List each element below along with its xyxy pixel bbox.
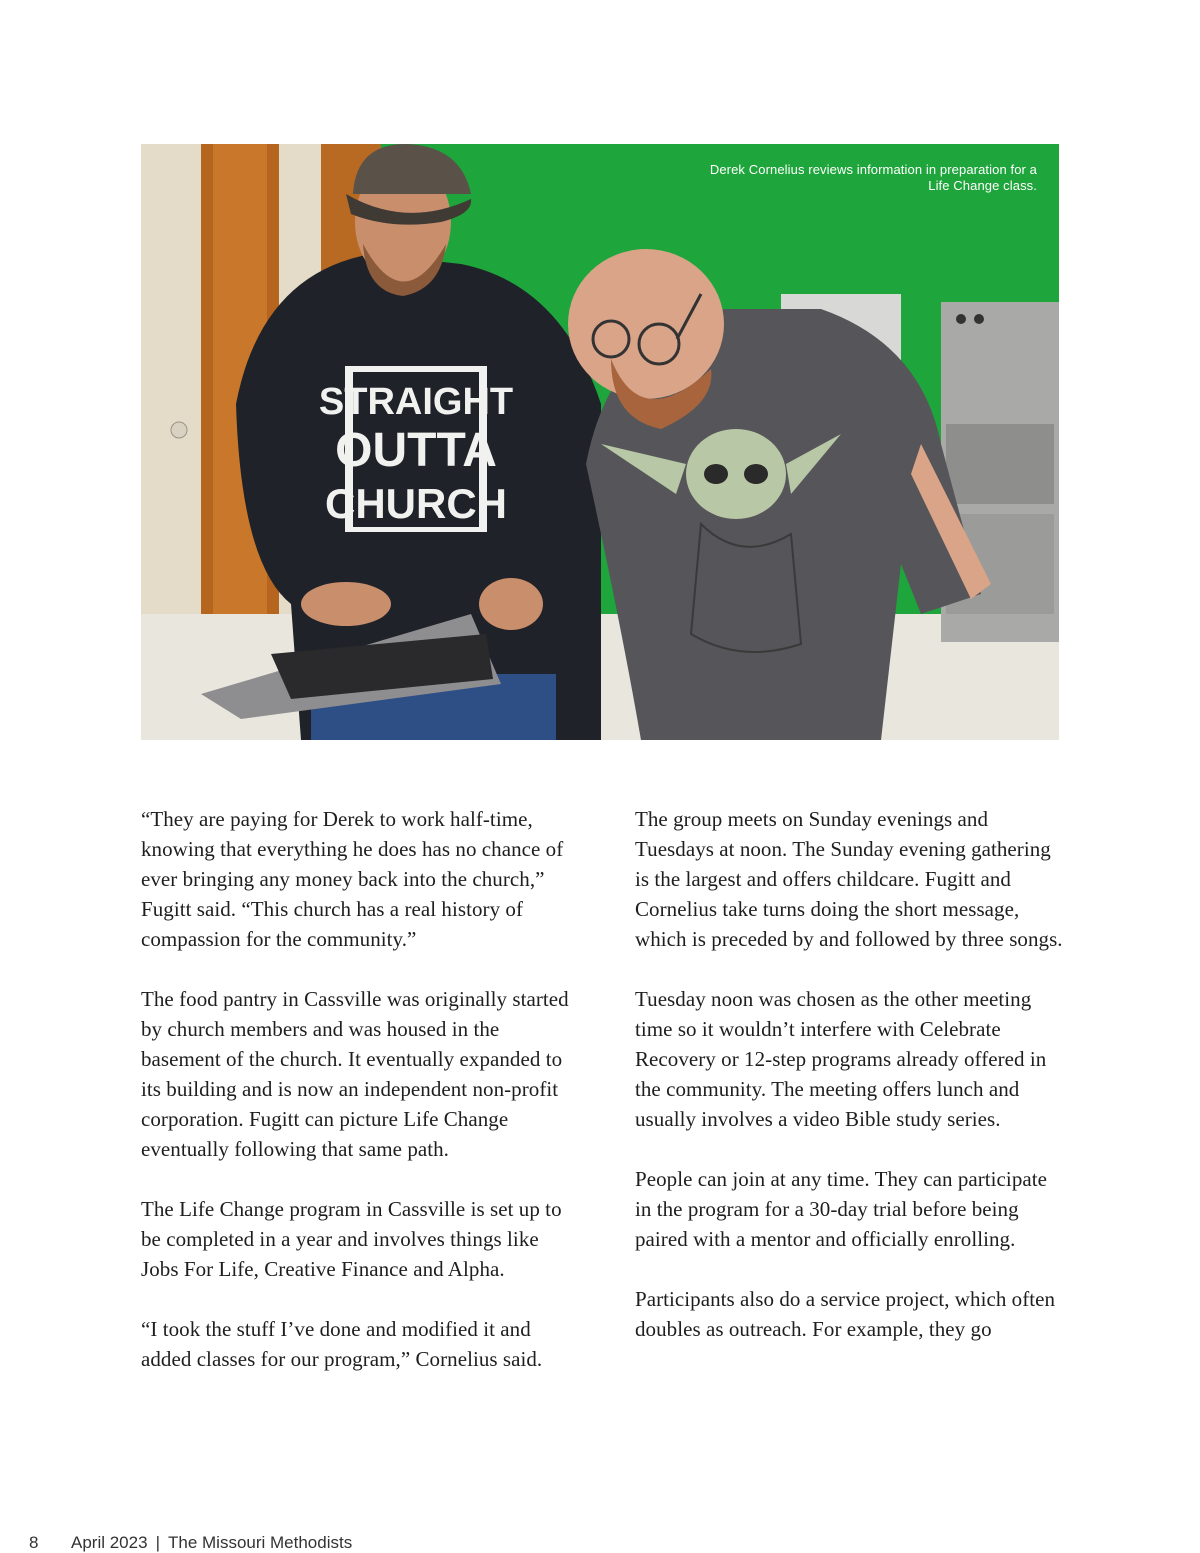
- article-column-left: [141, 804, 571, 1404]
- paragraph: “I took the stuff I’ve done and modified it and added classes for our program,” Cornelius said.: [141, 1317, 543, 1371]
- photo-illustration: [141, 144, 1059, 740]
- photo-caption: Derek Cornelius reviews information in preparation for a Life Change class.: [709, 162, 1037, 193]
- shirt-text-line-1: STRAIGHT: [318, 381, 514, 423]
- shirt-text-line-2: OUTTA: [335, 424, 497, 477]
- issue-date: April 2023: [71, 1533, 148, 1552]
- paragraph: The Life Change program in Cassville is set up to be completed in a year and involves things like Jobs For Life, Creative Finance and Alpha.: [141, 1197, 562, 1281]
- publication-name: The Missouri Methodists: [167, 1533, 353, 1552]
- paragraph: Tuesday noon was chosen as the other meeting time so it wouldn’t interfere with Celebrate Recovery or 12-step programs already offered in the community. The meeting offers lunch and usually involves a video Bible study series.: [635, 987, 1047, 1131]
- shirt-text-line-3: CHURCH: [325, 480, 507, 527]
- footer-separator: |: [155, 1533, 160, 1552]
- paragraph: Participants also do a service project, which often doubles as outreach. For example, they go: [635, 1287, 1056, 1341]
- paragraph: The food pantry in Cassville was originally started by church members and was housed in the basement of the church. It eventually expanded to its building and is now an independent non-profit corporation. Fugitt can picture Life Change eventually following that same path.: [141, 987, 569, 1161]
- paragraph: People can join at any time. They can participate in the program for a 30-day trial before being paired with a mentor and officially enrolling.: [635, 1167, 1047, 1251]
- page-number: 8: [29, 1533, 39, 1552]
- page-footer: [29, 1533, 352, 1553]
- paragraph: The group meets on Sunday evenings and Tuesdays at noon. The Sunday evening gathering is the largest and offers childcare. Fugitt and Cornelius take turns doing the short message, which is preceded by and followed by three songs.: [635, 807, 1063, 951]
- feature-photo: [141, 144, 1059, 740]
- article-column-right: [635, 804, 1065, 1374]
- paragraph: “They are paying for Derek to work half-time, knowing that everything he does has no chance of ever bringing any money back into the church,” Fugitt said. “This church has a real history of compassion for the community.”: [141, 807, 564, 951]
